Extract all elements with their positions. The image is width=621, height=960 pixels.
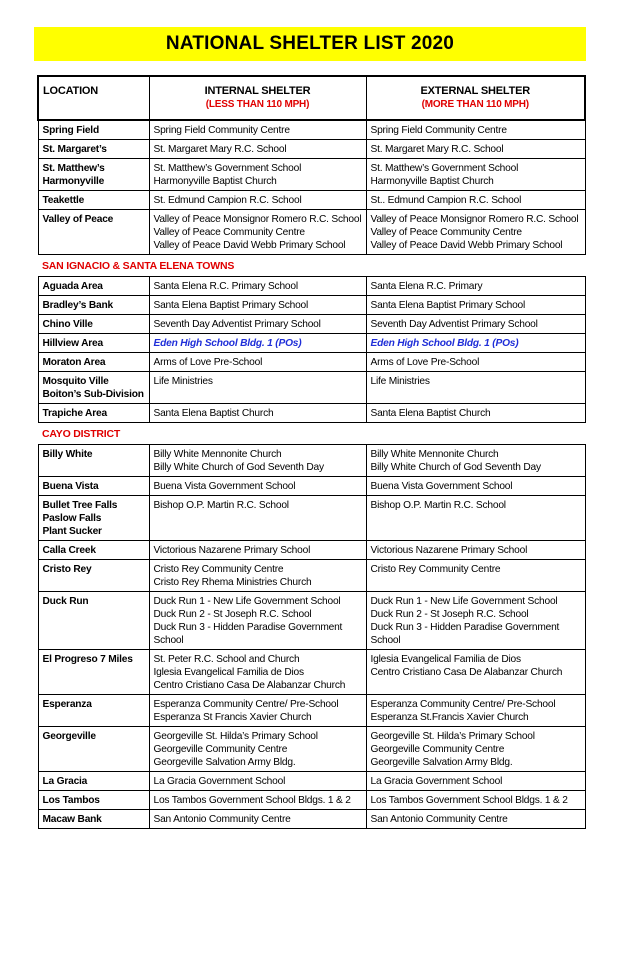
section-title: SAN IGNACIO & SANTA ELENA TOWNS bbox=[38, 255, 585, 277]
internal-cell bbox=[149, 315, 366, 334]
external-line: Buena Vista Government School bbox=[370, 481, 513, 492]
external-line: Duck Run 3 - Hidden Paradise Government School bbox=[370, 622, 560, 646]
internal-cell bbox=[149, 727, 366, 772]
external-cell bbox=[366, 191, 585, 210]
table-row bbox=[38, 353, 585, 372]
external-line: Esperanza Community Centre/ Pre-School bbox=[370, 699, 556, 710]
location-cell bbox=[38, 560, 149, 592]
location-line: St. Matthew’s bbox=[42, 163, 105, 174]
location-line: Teakettle bbox=[42, 195, 85, 206]
external-line: St.. Edmund Campion R.C. School bbox=[370, 195, 522, 206]
internal-line: Centro Cristiano Casa De Alabanzar Church bbox=[153, 680, 346, 691]
location-line: Moraton Area bbox=[42, 357, 106, 368]
internal-line: Harmonyville Baptist Church bbox=[153, 176, 277, 187]
internal-line: Iglesia Evangelical Familia de Dios bbox=[153, 667, 304, 678]
table-row bbox=[38, 695, 585, 727]
location-cell bbox=[38, 445, 149, 477]
internal-line: St. Edmund Campion R.C. School bbox=[153, 195, 302, 206]
external-cell bbox=[366, 296, 585, 315]
external-cell bbox=[366, 334, 585, 353]
internal-cell bbox=[149, 810, 366, 829]
location-cell bbox=[38, 695, 149, 727]
location-line: Hillview Area bbox=[42, 338, 103, 349]
internal-line: Seventh Day Adventist Primary School bbox=[153, 319, 321, 330]
external-cell bbox=[366, 592, 585, 650]
location-cell bbox=[38, 159, 149, 191]
location-cell bbox=[38, 772, 149, 791]
internal-cell bbox=[149, 120, 366, 140]
internal-cell bbox=[149, 159, 366, 191]
location-cell bbox=[38, 210, 149, 255]
table-row bbox=[38, 772, 585, 791]
table-row bbox=[38, 210, 585, 255]
external-cell bbox=[366, 277, 585, 296]
external-cell bbox=[366, 477, 585, 496]
external-cell bbox=[366, 120, 585, 140]
internal-cell bbox=[149, 404, 366, 423]
external-line: Centro Cristiano Casa De Alabanzar Church bbox=[370, 667, 563, 678]
internal-line: Billy White Church of God Seventh Day bbox=[153, 462, 324, 473]
table-body bbox=[38, 120, 585, 829]
location-line: Calla Creek bbox=[42, 545, 96, 556]
external-line: Santa Elena Baptist Church bbox=[370, 408, 491, 419]
location-line: Mosquito Ville bbox=[42, 376, 109, 387]
internal-line: Life Ministries bbox=[153, 376, 213, 387]
internal-line: Los Tambos Government School Bldgs. 1 & 2 bbox=[153, 795, 351, 806]
location-line: Trapiche Area bbox=[42, 408, 107, 419]
location-line: Duck Run bbox=[42, 596, 89, 607]
external-cell bbox=[366, 650, 585, 695]
internal-cell bbox=[149, 445, 366, 477]
header-external bbox=[366, 76, 585, 120]
location-line: Aguada Area bbox=[42, 281, 103, 292]
internal-cell bbox=[149, 191, 366, 210]
page-title: NATIONAL SHELTER LIST 2020 bbox=[165, 33, 455, 54]
internal-cell bbox=[149, 695, 366, 727]
internal-line: Duck Run 2 - St Joseph R.C. School bbox=[153, 609, 312, 620]
external-cell bbox=[366, 496, 585, 541]
internal-cell bbox=[149, 277, 366, 296]
internal-cell bbox=[149, 650, 366, 695]
location-line: Buena Vista bbox=[42, 481, 99, 492]
external-cell bbox=[366, 727, 585, 772]
header-internal bbox=[149, 76, 366, 120]
external-line: Cristo Rey Community Centre bbox=[370, 564, 501, 575]
external-cell bbox=[366, 541, 585, 560]
location-cell bbox=[38, 541, 149, 560]
internal-line: Cristo Rey Rhema Ministries Church bbox=[153, 577, 312, 588]
external-line: Georgeville St. Hilda’s Primary School bbox=[370, 731, 535, 742]
internal-cell bbox=[149, 296, 366, 315]
location-cell bbox=[38, 315, 149, 334]
internal-line: Arms of Love Pre-School bbox=[153, 357, 263, 368]
internal-line: Buena Vista Government School bbox=[153, 481, 296, 492]
external-line: Spring Field Community Centre bbox=[370, 125, 507, 136]
location-cell bbox=[38, 296, 149, 315]
internal-line: Georgeville St. Hilda’s Primary School bbox=[153, 731, 318, 742]
internal-line: Duck Run 1 - New Life Government School bbox=[153, 596, 341, 607]
external-line: Esperanza St.Francis Xavier Church bbox=[370, 712, 529, 723]
table-row bbox=[38, 277, 585, 296]
location-cell bbox=[38, 810, 149, 829]
internal-line: St. Margaret Mary R.C. School bbox=[153, 144, 287, 155]
location-line: Los Tambos bbox=[42, 795, 100, 806]
section-header-row bbox=[38, 423, 585, 445]
table-row bbox=[38, 592, 585, 650]
location-line: Macaw Bank bbox=[42, 814, 102, 825]
external-line: San Antonio Community Centre bbox=[370, 814, 508, 825]
location-line: Chino Ville bbox=[42, 319, 93, 330]
external-cell bbox=[366, 404, 585, 423]
external-cell bbox=[366, 140, 585, 159]
location-cell bbox=[38, 191, 149, 210]
location-cell bbox=[38, 650, 149, 695]
external-line: St. Matthew’s Government School bbox=[370, 163, 519, 174]
external-line: Duck Run 2 - St Joseph R.C. School bbox=[370, 609, 529, 620]
section-title: CAYO DISTRICT bbox=[38, 423, 585, 445]
table-row bbox=[38, 159, 585, 191]
location-line: La Gracia bbox=[42, 776, 88, 787]
shelter-table bbox=[37, 75, 586, 829]
external-line: Duck Run 1 - New Life Government School bbox=[370, 596, 558, 607]
location-cell bbox=[38, 334, 149, 353]
external-cell bbox=[366, 372, 585, 404]
internal-line: Valley of Peace Monsignor Romero R.C. School bbox=[153, 214, 362, 225]
internal-cell bbox=[149, 541, 366, 560]
table-row bbox=[38, 477, 585, 496]
external-line: Eden High School Bldg. 1 (POs) bbox=[370, 338, 519, 349]
header-internal-sub: (LESS THAN 110 MPH) bbox=[205, 99, 310, 110]
external-cell bbox=[366, 210, 585, 255]
location-cell bbox=[38, 404, 149, 423]
external-line: Seventh Day Adventist Primary School bbox=[370, 319, 538, 330]
internal-cell bbox=[149, 372, 366, 404]
external-line: Billy White Church of God Seventh Day bbox=[370, 462, 541, 473]
table-row bbox=[38, 810, 585, 829]
internal-cell bbox=[149, 772, 366, 791]
internal-line: Duck Run 3 - Hidden Paradise Government School bbox=[153, 622, 343, 646]
internal-line: Billy White Mennonite Church bbox=[153, 449, 282, 460]
external-line: Iglesia Evangelical Familia de Dios bbox=[370, 654, 521, 665]
internal-line: Georgeville Salvation Army Bldg. bbox=[153, 757, 296, 768]
location-line: St. Margaret’s bbox=[42, 144, 107, 155]
table-row bbox=[38, 791, 585, 810]
table-row bbox=[38, 541, 585, 560]
external-line: Santa Elena R.C. Primary bbox=[370, 281, 483, 292]
table-row bbox=[38, 120, 585, 140]
location-line: Cristo Rey bbox=[42, 564, 92, 575]
internal-line: St. Matthew’s Government School bbox=[153, 163, 302, 174]
location-line: Boiton’s Sub-Division bbox=[42, 389, 144, 400]
table-row bbox=[38, 191, 585, 210]
location-cell bbox=[38, 496, 149, 541]
location-cell bbox=[38, 477, 149, 496]
internal-line: Esperanza St Francis Xavier Church bbox=[153, 712, 312, 723]
location-cell bbox=[38, 372, 149, 404]
internal-line: Eden High School Bldg. 1 (POs) bbox=[153, 338, 302, 349]
location-line: El Progreso 7 Miles bbox=[42, 654, 133, 665]
location-line: Esperanza bbox=[42, 699, 92, 710]
location-cell bbox=[38, 727, 149, 772]
location-line: Georgeville bbox=[42, 731, 96, 742]
external-line: Georgeville Community Centre bbox=[370, 744, 505, 755]
location-cell bbox=[38, 592, 149, 650]
table-row bbox=[38, 727, 585, 772]
internal-cell bbox=[149, 210, 366, 255]
table-header-row bbox=[38, 76, 585, 120]
internal-line: Spring Field Community Centre bbox=[153, 125, 290, 136]
external-cell bbox=[366, 445, 585, 477]
table-row bbox=[38, 560, 585, 592]
location-cell bbox=[38, 277, 149, 296]
location-line: Bradley’s Bank bbox=[42, 300, 113, 311]
internal-line: Valley of Peace Community Centre bbox=[153, 227, 305, 238]
external-cell bbox=[366, 315, 585, 334]
table-row bbox=[38, 372, 585, 404]
header-location: LOCATION bbox=[38, 76, 149, 120]
internal-cell bbox=[149, 791, 366, 810]
external-cell bbox=[366, 560, 585, 592]
internal-line: Valley of Peace David Webb Primary School bbox=[153, 240, 346, 251]
location-line: Paslow Falls bbox=[42, 513, 102, 524]
internal-line: Cristo Rey Community Centre bbox=[153, 564, 284, 575]
internal-line: Victorious Nazarene Primary School bbox=[153, 545, 311, 556]
internal-line: Santa Elena Baptist Primary School bbox=[153, 300, 309, 311]
external-cell bbox=[366, 791, 585, 810]
external-cell bbox=[366, 772, 585, 791]
external-line: Bishop O.P. Martin R.C. School bbox=[370, 500, 506, 511]
location-line: Harmonyville bbox=[42, 176, 105, 187]
header-internal-label: INTERNAL SHELTER bbox=[204, 85, 311, 97]
table-row bbox=[38, 404, 585, 423]
external-line: Georgeville Salvation Army Bldg. bbox=[370, 757, 513, 768]
location-line: Bullet Tree Falls bbox=[42, 500, 118, 511]
external-line: St. Margaret Mary R.C. School bbox=[370, 144, 504, 155]
external-cell bbox=[366, 159, 585, 191]
external-line: Valley of Peace David Webb Primary School bbox=[370, 240, 563, 251]
location-line: Plant Sucker bbox=[42, 526, 102, 537]
external-cell bbox=[366, 353, 585, 372]
internal-line: Santa Elena R.C. Primary School bbox=[153, 281, 298, 292]
title-banner bbox=[34, 27, 586, 61]
internal-line: Esperanza Community Centre/ Pre-School bbox=[153, 699, 339, 710]
internal-cell bbox=[149, 334, 366, 353]
location-line: Billy White bbox=[42, 449, 93, 460]
table-row bbox=[38, 334, 585, 353]
location-cell bbox=[38, 140, 149, 159]
location-line: Spring Field bbox=[42, 125, 99, 136]
internal-cell bbox=[149, 496, 366, 541]
external-line: Valley of Peace Monsignor Romero R.C. School bbox=[370, 214, 579, 225]
external-line: Santa Elena Baptist Primary School bbox=[370, 300, 526, 311]
location-cell bbox=[38, 120, 149, 140]
external-line: La Gracia Government School bbox=[370, 776, 503, 787]
external-line: Victorious Nazarene Primary School bbox=[370, 545, 528, 556]
table-row bbox=[38, 496, 585, 541]
internal-line: Georgeville Community Centre bbox=[153, 744, 288, 755]
location-cell bbox=[38, 791, 149, 810]
internal-cell bbox=[149, 140, 366, 159]
internal-cell bbox=[149, 477, 366, 496]
internal-cell bbox=[149, 560, 366, 592]
external-line: Valley of Peace Community Centre bbox=[370, 227, 522, 238]
table-row bbox=[38, 315, 585, 334]
internal-line: Santa Elena Baptist Church bbox=[153, 408, 274, 419]
location-cell bbox=[38, 353, 149, 372]
external-line: Harmonyville Baptist Church bbox=[370, 176, 494, 187]
internal-line: St. Peter R.C. School and Church bbox=[153, 654, 300, 665]
location-line: Valley of Peace bbox=[42, 214, 114, 225]
table-row bbox=[38, 445, 585, 477]
external-cell bbox=[366, 695, 585, 727]
external-line: Life Ministries bbox=[370, 376, 430, 387]
internal-cell bbox=[149, 592, 366, 650]
table-row bbox=[38, 296, 585, 315]
external-line: Los Tambos Government School Bldgs. 1 & 2 bbox=[370, 795, 568, 806]
external-cell bbox=[366, 810, 585, 829]
header-external-label: EXTERNAL SHELTER bbox=[420, 85, 530, 97]
internal-line: La Gracia Government School bbox=[153, 776, 286, 787]
internal-line: Bishop O.P. Martin R.C. School bbox=[153, 500, 289, 511]
internal-cell bbox=[149, 353, 366, 372]
internal-line: San Antonio Community Centre bbox=[153, 814, 291, 825]
external-line: Arms of Love Pre-School bbox=[370, 357, 480, 368]
external-line: Billy White Mennonite Church bbox=[370, 449, 499, 460]
table-row bbox=[38, 140, 585, 159]
table-row bbox=[38, 650, 585, 695]
header-external-sub: (MORE THAN 110 MPH) bbox=[421, 99, 529, 110]
section-header-row bbox=[38, 255, 585, 277]
